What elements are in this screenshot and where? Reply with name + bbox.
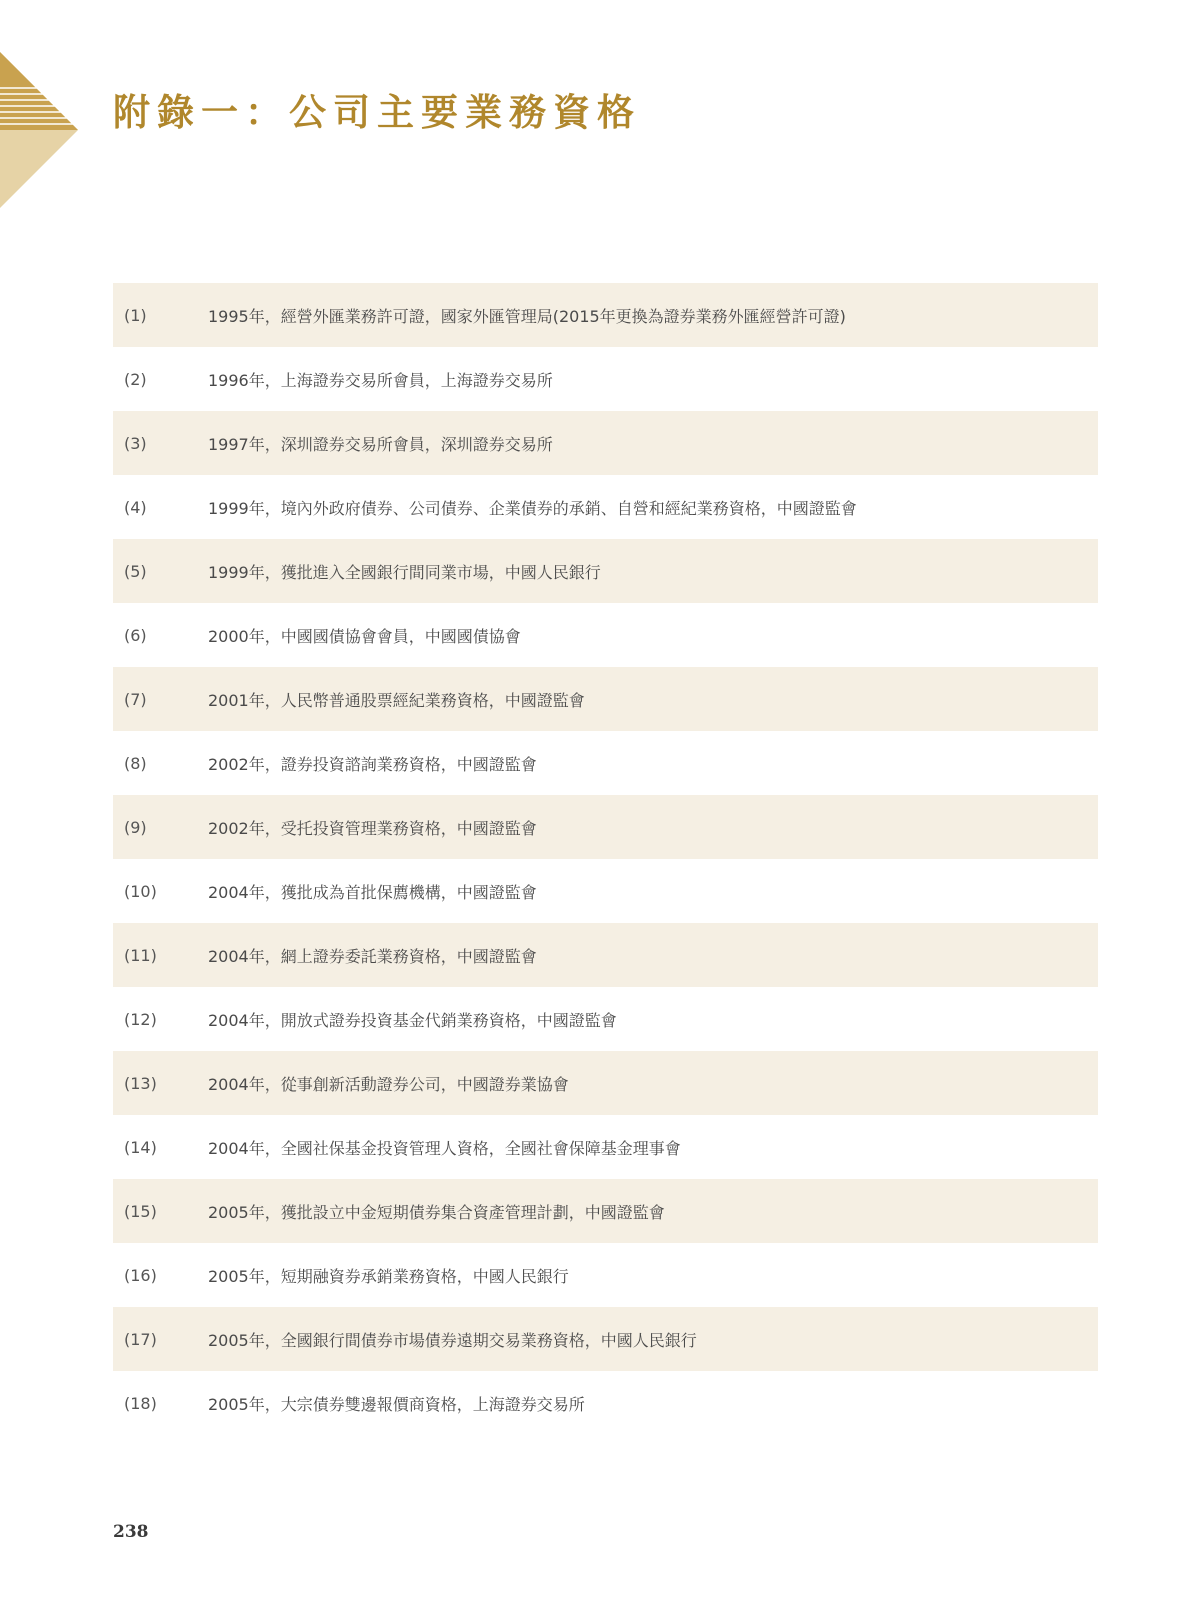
item-number: (3) [124, 433, 147, 453]
item-text: 2004年，獲批成為首批保薦機構，中國證監會 [208, 882, 537, 902]
list-item [113, 1307, 1098, 1371]
list-item [113, 731, 1098, 795]
item-text: 2005年，短期融資券承銷業務資格，中國人民銀行 [208, 1266, 569, 1286]
corner-decoration [0, 52, 80, 212]
item-text: 2005年，全國銀行間債券市場債券遠期交易業務資格，中國人民銀行 [208, 1330, 697, 1350]
list-item [113, 1371, 1098, 1435]
item-number: (18) [124, 1393, 157, 1413]
item-text: 2002年，受托投資管理業務資格，中國證監會 [208, 818, 537, 838]
item-text: 2002年，證券投資諮詢業務資格，中國證監會 [208, 754, 537, 774]
item-number: (16) [124, 1265, 157, 1285]
item-text: 2005年，獲批設立中金短期債券集合資產管理計劃，中國證監會 [208, 1202, 665, 1222]
qualification-list [113, 283, 1098, 1435]
list-item [113, 411, 1098, 475]
item-number: (5) [124, 561, 147, 581]
list-item [113, 283, 1098, 347]
list-item [113, 539, 1098, 603]
item-text: 1995年，經營外匯業務許可證，國家外匯管理局(2015年更換為證券業務外匯經營許可證) [208, 306, 846, 326]
list-item [113, 1051, 1098, 1115]
item-text: 1997年，深圳證券交易所會員，深圳證券交易所 [208, 434, 553, 454]
list-item [113, 1243, 1098, 1307]
item-number: (4) [124, 497, 147, 517]
item-number: (1) [124, 305, 147, 325]
page-title: 附錄一：公司主要業務資格 [113, 90, 641, 134]
item-text: 1996年，上海證券交易所會員，上海證券交易所 [208, 370, 553, 390]
list-item [113, 987, 1098, 1051]
list-item [113, 859, 1098, 923]
item-text: 2004年，從事創新活動證券公司，中國證券業協會 [208, 1074, 569, 1094]
list-item [113, 1179, 1098, 1243]
item-number: (12) [124, 1009, 157, 1029]
item-text: 2001年，人民幣普通股票經紀業務資格，中國證監會 [208, 690, 585, 710]
list-item [113, 1115, 1098, 1179]
item-text: 2005年，大宗債券雙邊報價商資格，上海證券交易所 [208, 1394, 585, 1414]
item-number: (6) [124, 625, 147, 645]
item-number: (11) [124, 945, 157, 965]
list-item [113, 795, 1098, 859]
item-text: 2000年，中國國債協會會員，中國國債協會 [208, 626, 521, 646]
list-item [113, 475, 1098, 539]
page-number: 238 [113, 1522, 149, 1542]
item-text: 1999年，獲批進入全國銀行間同業市場，中國人民銀行 [208, 562, 601, 582]
item-number: (13) [124, 1073, 157, 1093]
item-text: 2004年，全國社保基金投資管理人資格，全國社會保障基金理事會 [208, 1138, 681, 1158]
item-text: 2004年，網上證券委託業務資格，中國證監會 [208, 946, 537, 966]
list-item [113, 923, 1098, 987]
list-item [113, 667, 1098, 731]
item-number: (2) [124, 369, 147, 389]
item-number: (14) [124, 1137, 157, 1157]
list-item [113, 603, 1098, 667]
item-text: 2004年，開放式證券投資基金代銷業務資格，中國證監會 [208, 1010, 617, 1030]
item-text: 1999年，境內外政府債券、公司債券、企業債券的承銷、自營和經紀業務資格，中國證監會 [208, 498, 857, 518]
item-number: (10) [124, 881, 157, 901]
item-number: (17) [124, 1329, 157, 1349]
item-number: (7) [124, 689, 147, 709]
item-number: (9) [124, 817, 147, 837]
item-number: (15) [124, 1201, 157, 1221]
list-item [113, 347, 1098, 411]
item-number: (8) [124, 753, 147, 773]
